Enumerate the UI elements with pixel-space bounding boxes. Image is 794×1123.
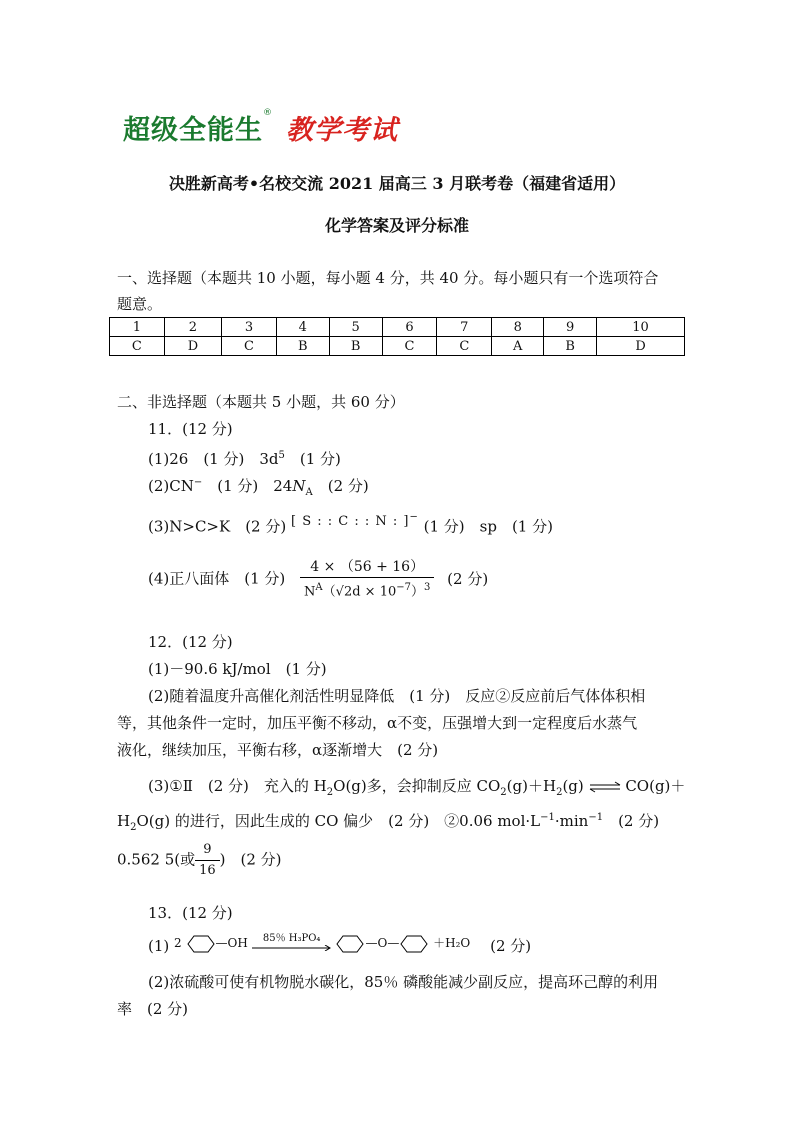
table-cell: 9 bbox=[544, 318, 597, 337]
table-cell: C bbox=[222, 337, 277, 356]
table-cell: D bbox=[164, 337, 221, 356]
section1-heading-line2: 题意。 bbox=[117, 295, 163, 313]
table-cell: 1 bbox=[110, 318, 165, 337]
q13-answer-2-line1: (2)浓硫酸可使有机物脱水碳化，85％ 磷酸能减少副反应，提高环己醇的利用 bbox=[148, 973, 659, 991]
equilibrium-arrow-icon bbox=[589, 781, 621, 793]
table-cell: 7 bbox=[437, 318, 492, 337]
answer-title: 化学答案及评分标准 bbox=[324, 216, 469, 235]
table-cell: 8 bbox=[492, 318, 544, 337]
section2-heading: 二、非选择题（本题共 5 小题，共 60 分） bbox=[117, 393, 405, 411]
registered-mark: ® bbox=[263, 108, 272, 118]
q11-answer-2: (2)CN− (1 分) $24N_A$ (2 分) bbox=[148, 477, 369, 498]
table-cell: B bbox=[276, 337, 329, 356]
q11-answer-1: (1)26 (1 分) $3d^5$ (1 分) bbox=[148, 450, 341, 468]
fraction-nine-sixteenths: $\frac{9}{16}$ bbox=[195, 840, 220, 881]
table-cell: A bbox=[492, 337, 544, 356]
section1-heading-line1: 一、选择题（本题共 10 小题，每小题 4 分，共 40 分。每小题只有一个选项符合 bbox=[117, 269, 659, 287]
q12-answer-3-line3: 0.562 5(或 $\frac{9}{16}$ ) (2 分) bbox=[117, 840, 282, 881]
reaction-scheme: 2 —OH 85％ H₃PO₄ —O— ＋H₂O bbox=[174, 936, 474, 950]
table-cell: D bbox=[597, 337, 685, 356]
table-cell: 5 bbox=[329, 318, 382, 337]
thiocyanate-lewis-structure: [ S : : C : : N : ]− bbox=[291, 512, 419, 530]
cyclohexane-ring-icon bbox=[335, 934, 365, 954]
cyclohexane-ring-icon bbox=[186, 934, 216, 954]
logo-sub-text: 教学考试 bbox=[286, 115, 398, 146]
q12-answer-2-line2: 等，其他条件一定时，加压平衡不移动，α不变，压强增大到一定程度后水蒸气 bbox=[117, 714, 638, 732]
logo-brand-text: 超级全能生 bbox=[123, 115, 263, 146]
table-row-answers bbox=[110, 337, 685, 356]
q12-answer-3-line2: $H_2O(g)$ 的进行，因此生成的 CO 偏少 (2 分) ②0.06 $mol\cdot L^{-1}\cdot\min^{-1}$ (2 分) bbox=[117, 812, 660, 833]
q12-answer-3-line1: (3)①Ⅱ (2 分) 充入的 $H_2O(g)$多，会抑制反应 $CO_2(g)+H_2(g)$ CO(g)＋ bbox=[148, 777, 686, 798]
table-cell: C bbox=[110, 337, 165, 356]
q11-heading: 11．(12 分) bbox=[148, 420, 233, 438]
table-cell: 2 bbox=[164, 318, 221, 337]
table-cell: 10 bbox=[597, 318, 685, 337]
table-cell: 4 bbox=[276, 318, 329, 337]
reaction-arrow-icon bbox=[252, 945, 332, 951]
answer-table bbox=[109, 317, 685, 356]
q13-answer-1: (1) $^{2 —OH ^{85\% H_3PO_4} —O— +H_2O}$ (2 分) bbox=[148, 933, 532, 955]
table-cell: B bbox=[544, 337, 597, 356]
table-row-numbers bbox=[110, 318, 685, 337]
q11-answer-3: (3)N>C>K (2 分) [ S : : C : : N : ]− (1 分) sp (1 分) bbox=[148, 512, 553, 536]
q12-answer-1: (1)－90.6 kJ/mol (1 分) bbox=[148, 660, 327, 678]
brand-logo bbox=[123, 108, 398, 144]
reaction-arrow: 85％ H₃PO₄ bbox=[252, 933, 332, 955]
q11-answer-4: (4)正八面体 (1 分) $\frac{4 \times (56 + 16)}{N^A(√2d \times 10^{-7})^3}$ (2 分) bbox=[148, 557, 488, 602]
q12-answer-2-line3: 液化，继续加压，平衡右移，α逐渐增大 (2 分) bbox=[117, 741, 439, 759]
table-cell: C bbox=[382, 337, 437, 356]
table-cell: C bbox=[437, 337, 492, 356]
cyclohexane-ring-icon bbox=[399, 934, 429, 954]
density-fraction: $\frac{4 \times (56 + 16)}{N^A(√2d \times 10^{-7})^3}$ bbox=[300, 557, 434, 602]
table-cell: 6 bbox=[382, 318, 437, 337]
table-cell: B bbox=[329, 337, 382, 356]
exam-title: 决胜新高考•名校交流 2021 届高三 3 月联考卷（福建省适用） bbox=[168, 174, 626, 193]
q13-heading: 13．(12 分) bbox=[148, 904, 233, 922]
table-cell: 3 bbox=[222, 318, 277, 337]
q12-answer-2-line1: (2)随着温度升高催化剂活性明显降低 (1 分) 反应②反应前后气体体积相 bbox=[148, 687, 646, 705]
q12-heading: 12．(12 分) bbox=[148, 633, 233, 651]
q13-answer-2-line2: 率 (2 分) bbox=[117, 1000, 189, 1018]
